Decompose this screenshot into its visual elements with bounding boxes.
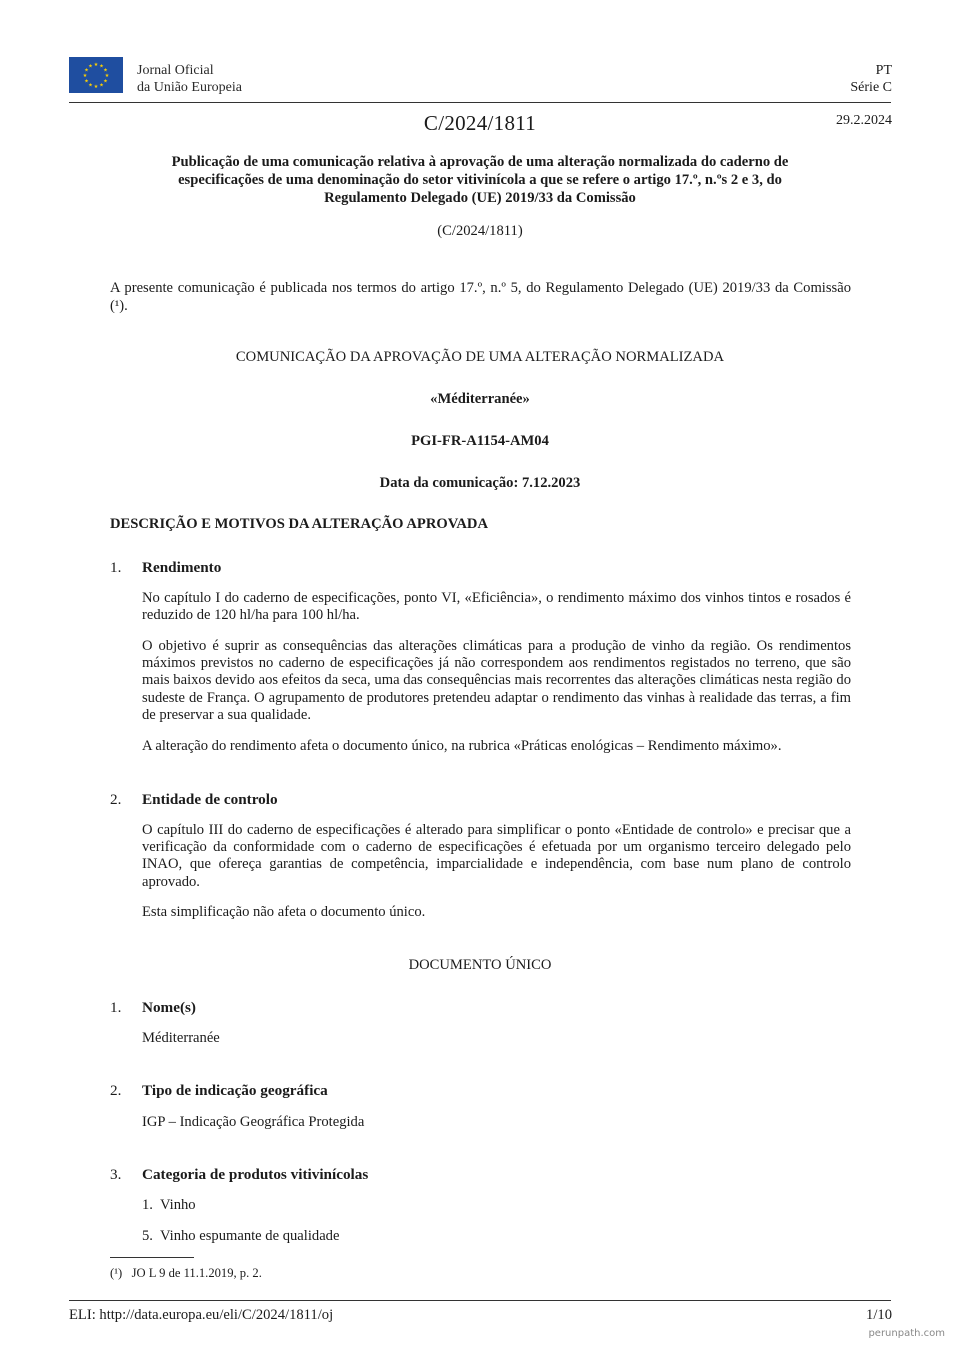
paragraph: Esta simplificação não afeta o documento único.	[142, 904, 426, 920]
item-heading-rendimento	[110, 559, 221, 577]
eu-stars-icon	[69, 57, 123, 93]
communication-heading: COMUNICAÇÃO DA APROVAÇÃO DE UMA ALTERAÇÃO NORMALIZADA	[235, 349, 725, 365]
journal-title	[137, 62, 242, 96]
header-divider	[69, 102, 891, 103]
page-number: 1/10	[866, 1307, 892, 1323]
eli-link[interactable]: ELI: http://data.europa.eu/eli/C/2024/1811/oj	[69, 1307, 334, 1323]
watermark: perunpath.com	[868, 1328, 945, 1339]
footnote: (¹) JO L 9 de 11.1.2019, p. 2.	[110, 1266, 262, 1280]
eu-flag-logo	[69, 57, 123, 93]
doc-item-text: IGP – Indicação Geográfica Protegida	[142, 1114, 365, 1130]
item-title: Entidade de controlo	[142, 791, 278, 808]
item-number: 2.	[110, 1082, 122, 1099]
journal-line-2: da União Europeia	[137, 80, 242, 95]
svg-text:★: ★	[88, 63, 93, 70]
svg-text:★: ★	[103, 67, 108, 74]
item-number: 1.	[110, 999, 122, 1016]
svg-text:★: ★	[93, 84, 99, 90]
language-series	[850, 62, 892, 96]
svg-text:★: ★	[104, 73, 110, 79]
document-number: C/2024/1811	[423, 111, 537, 135]
item-number: 2.	[110, 791, 122, 808]
intro-text: A presente comunicação é publicada nos termos do artigo 17.º, n.º 5, do Regulamento Delegado (UE) 2019/33 da Comissão	[110, 280, 851, 296]
paragraph: O objetivo é suprir as consequências das alterações climáticas para a produção de vinho da região. Os rendimentos máximos previstos no caderno de especificações já não correspondem aos rendimentos registados no terreno, que são mais baixos devido aos efeitos da seca, uma das consequências mais recorrentes das alterações climáticas nesta região do sudeste de França. O agrupamento de produtores pretendeu adaptar o rendimento das vinhas à realidade das terras, a fim de preservar a sua qualidade.	[142, 638, 851, 723]
footnote-divider	[110, 1257, 194, 1258]
journal-line-1: Jornal Oficial	[137, 63, 214, 78]
svg-text:★: ★	[84, 78, 89, 85]
item-number: 1.	[110, 559, 122, 576]
list-item: 1. Vinho	[142, 1197, 196, 1213]
svg-text:★: ★	[99, 63, 104, 70]
section-heading-description: DESCRIÇÃO E MOTIVOS DA ALTERAÇÃO APROVADA	[110, 516, 488, 532]
product-name: «Méditerranée»	[430, 391, 530, 407]
svg-text:★: ★	[103, 78, 108, 85]
item-number: 3.	[110, 1166, 122, 1183]
paragraph: O capítulo III do caderno de especificações é alterado para simplificar o ponto «Entidade de controlo» e precisar que a verificação da conformidade com o caderno de especificações é efetuada por um organismo terceiro delegado pelo INAO, que ofereça garantias de competência, imparcialidade e independência, com base num plano de controlo aprovado.	[142, 822, 851, 890]
publication-date: 29.2.2024	[836, 113, 892, 128]
item-title: Rendimento	[142, 559, 222, 576]
doc-item-heading-tipo	[110, 1082, 328, 1100]
single-document-heading: DOCUMENTO ÚNICO	[408, 957, 552, 973]
doc-item-heading-nome	[110, 999, 196, 1017]
item-title: Tipo de indicação geográfica	[142, 1082, 328, 1099]
series-label: Série C	[850, 80, 892, 95]
item-title: Nome(s)	[142, 999, 196, 1016]
item-heading-entidade	[110, 791, 278, 809]
intro-paragraph	[110, 279, 851, 315]
item-title: Categoria de produtos vitivinícolas	[142, 1166, 369, 1183]
svg-text:★: ★	[99, 82, 104, 89]
doc-item-text: Méditerranée	[142, 1030, 220, 1046]
document-title: Publicação de uma comunicação relativa à aprovação de uma alteração normalizada do caderno de especificações de uma denominação do setor vitivinícola a que se refere o artigo 17.º, n.ºs 2 e 3, do Regulamento Delegado (UE) 2019/33 da Comissão	[171, 154, 789, 206]
paragraph: No capítulo I do caderno de especificações, ponto VI, «Eficiência», o rendimento máximo dos vinhos tintos e rosados é reduzido de 120 hl/ha para 100 hl/ha.	[142, 590, 851, 624]
product-code: PGI-FR-A1154-AM04	[411, 433, 549, 449]
svg-text:★: ★	[82, 73, 88, 79]
footer-divider	[69, 1300, 891, 1301]
language-code: PT	[875, 63, 892, 78]
intro-footnote-ref[interactable]: (¹).	[110, 298, 128, 314]
doc-item-heading-categoria	[110, 1166, 368, 1184]
document-sub-number: (C/2024/1811)	[437, 223, 523, 239]
svg-text:★: ★	[84, 67, 89, 74]
svg-text:★: ★	[88, 82, 93, 89]
list-item: 5. Vinho espumante de qualidade	[142, 1228, 340, 1244]
paragraph: A alteração do rendimento afeta o documento único, na rubrica «Práticas enológicas – Rendimento máximo».	[142, 738, 782, 754]
svg-text:★: ★	[93, 62, 99, 68]
communication-date: Data da comunicação: 7.12.2023	[379, 475, 581, 491]
